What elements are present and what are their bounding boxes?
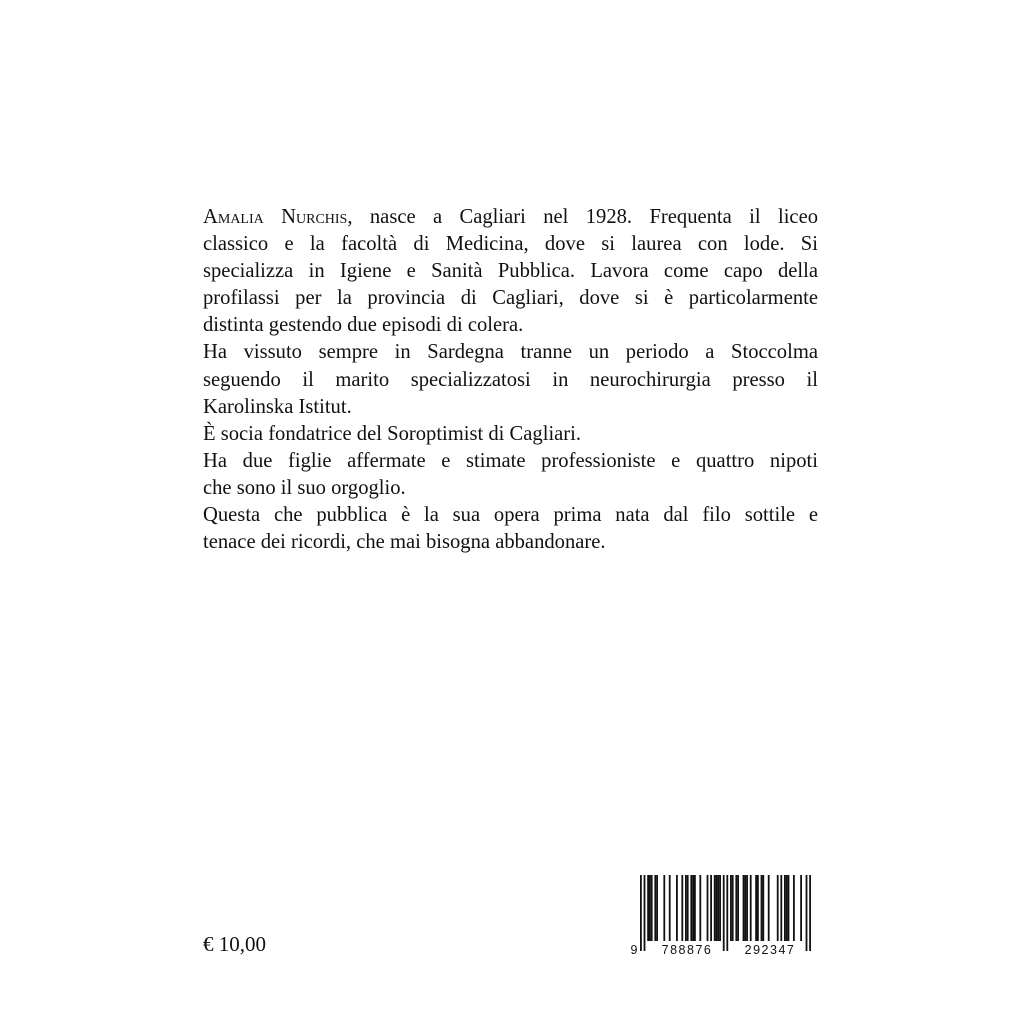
barcode-guard-bar — [723, 875, 725, 951]
bio-line-8: Karolinska Istitut. — [203, 395, 352, 418]
bio-line-7: seguendo il marito specializzatosi in neurochirurgia presso il — [203, 368, 818, 391]
barcode-bar — [757, 875, 759, 941]
bio-line-12: Questa che pubblica è la sua opera prima nata dal filo sottile e — [203, 504, 818, 527]
barcode-guard-bar — [726, 875, 728, 951]
barcode-bar — [762, 875, 764, 941]
barcode-bar — [732, 875, 734, 941]
barcode-bar — [768, 875, 770, 941]
isbn-barcode — [628, 873, 818, 957]
barcode-bar — [719, 875, 721, 941]
author-name: Amalia Nurchis — [203, 206, 348, 228]
bio-line-3: specializza in Igiene e Sanità Pubblica. Lavora come capo della — [203, 260, 818, 283]
barcode-bar — [687, 875, 689, 941]
barcode-bar — [690, 875, 692, 941]
barcode-bar — [669, 875, 671, 941]
barcode-bar — [651, 875, 653, 941]
barcode-bar — [663, 875, 665, 941]
barcode-bar — [743, 875, 745, 941]
bio-line-1 — [203, 204, 818, 231]
barcode-bar — [692, 875, 694, 941]
barcode-bar — [716, 875, 718, 941]
barcode-bar — [694, 875, 696, 941]
barcode-bar — [750, 875, 752, 941]
barcode-bar — [656, 875, 658, 941]
barcode-bar — [654, 875, 656, 941]
author-bio — [203, 204, 818, 556]
bio-line-5: distinta gestendo due episodi di colera. — [203, 314, 524, 337]
barcode-bar — [755, 875, 757, 941]
barcode-bar — [777, 875, 779, 941]
barcode-bar — [780, 875, 782, 941]
barcode-bar — [788, 875, 790, 941]
barcode-bar — [735, 875, 737, 941]
price-label: € 10,00 — [203, 932, 266, 956]
barcode-lead-digit: 9 — [630, 943, 638, 957]
bio-line-1-text: , nasce a Cagliari nel 1928. Frequenta il liceo — [347, 206, 819, 228]
barcode-bar — [761, 875, 763, 941]
barcode-guard-bar — [806, 875, 808, 951]
bio-line-13: tenace dei ricordi, che mai bisogna abbandonare. — [203, 531, 606, 554]
barcode-bar — [744, 875, 746, 941]
barcode-bar — [786, 875, 788, 941]
barcode-bar — [746, 875, 748, 941]
bio-line-9: È socia fondatrice del Soroptimist di Cagliari. — [203, 422, 582, 445]
barcode-guard-bar — [809, 875, 811, 951]
barcode-left-digits: 788876 — [661, 943, 713, 957]
barcode-bars — [640, 875, 811, 951]
bio-line-2: classico e la facoltà di Medicina, dove si laurea con lode. Si — [203, 233, 818, 256]
barcode-graphic — [628, 873, 818, 957]
barcode-bar — [730, 875, 732, 941]
barcode-bar — [707, 875, 709, 941]
barcode-bar — [685, 875, 687, 941]
barcode-bar — [737, 875, 739, 941]
barcode-right-digits: 292347 — [744, 943, 796, 957]
barcode-guard-bar — [644, 875, 646, 951]
barcode-bar — [717, 875, 719, 941]
barcode-bar — [714, 875, 716, 941]
barcode-bar — [793, 875, 795, 941]
barcode-bar — [647, 875, 649, 941]
barcode-bar — [699, 875, 701, 941]
bio-line-4: profilassi per la provincia di Cagliari, dove si è particolarmente — [203, 287, 818, 310]
barcode-bar — [784, 875, 786, 941]
bio-line-6: Ha vissuto sempre in Sardegna tranne un periodo a Stoccolma — [203, 341, 818, 364]
barcode-bar — [676, 875, 678, 941]
barcode-bar — [649, 875, 651, 941]
barcode-bar — [681, 875, 683, 941]
bio-line-10: Ha due figlie affermate e stimate professioniste e quattro nipoti — [203, 449, 818, 472]
bio-line-11: che sono il suo orgoglio. — [203, 476, 406, 499]
barcode-guard-bar — [640, 875, 642, 951]
barcode-bar — [710, 875, 712, 941]
barcode-bar — [800, 875, 802, 941]
